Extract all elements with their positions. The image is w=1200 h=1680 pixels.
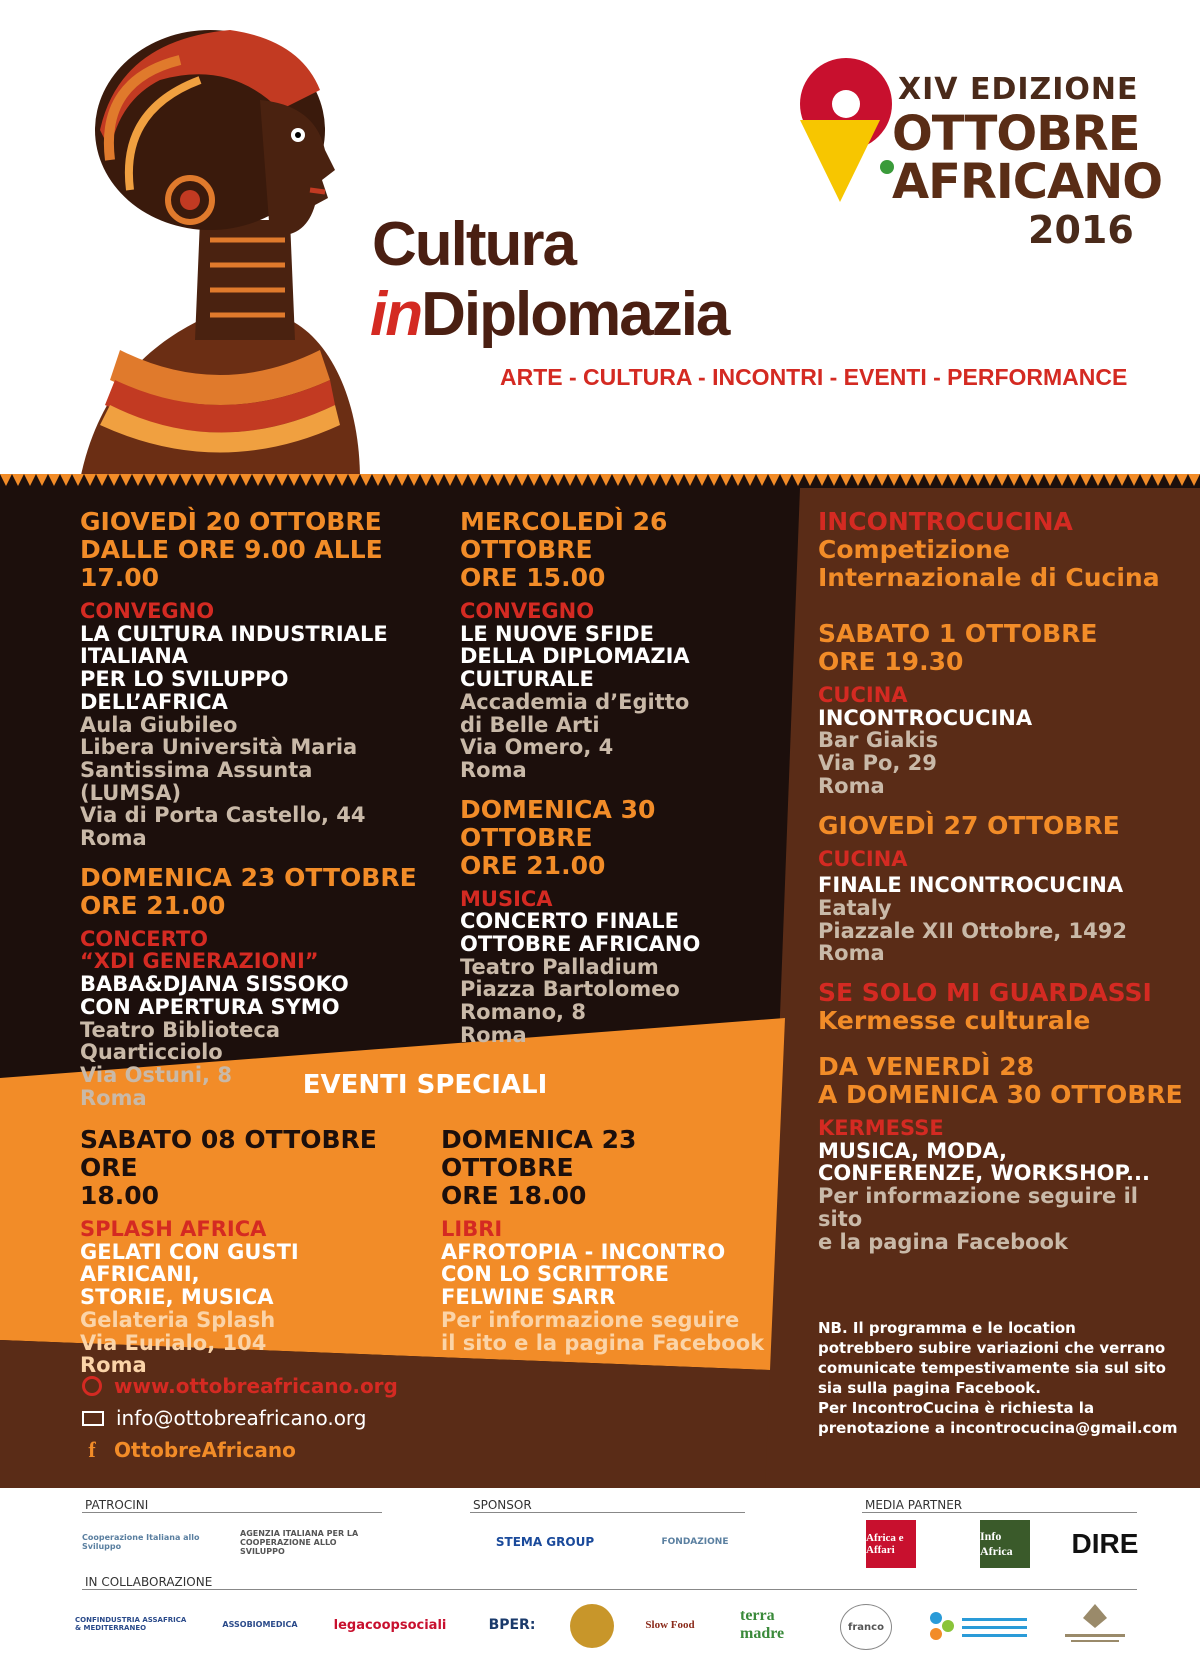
event-type: CONVEGNO: [460, 599, 595, 623]
event-place-line: Via Omero, 4: [460, 735, 614, 760]
section-sub: Competizione: [818, 535, 1010, 564]
event-place-line: Per informazione seguire il sito: [818, 1184, 1139, 1231]
title-in-diplomazia: [370, 282, 728, 348]
contact-web[interactable]: [82, 1370, 398, 1402]
logo-edition: XIV EDIZIONE: [898, 72, 1139, 107]
label-collaborazione: IN COLLABORAZIONE: [85, 1575, 213, 1589]
logo-cooperazione: Cooperazione Italiana allo Sviluppo: [82, 1533, 200, 1551]
event-title-line: CON APERTURA SYMO: [80, 994, 340, 1019]
nb-line: prenotazione a incontrocucina@gmail.com: [818, 1419, 1178, 1437]
logo-egyptian-academy: [1055, 1600, 1135, 1648]
event-time: DALLE ORE 9.00 ALLE 17.00: [80, 535, 383, 592]
event-place-line: il sito e la pagina Facebook: [441, 1330, 765, 1355]
event-place-line: Aula Giubileo: [80, 712, 238, 737]
event-title-line: BABA&DJANA SISSOKO: [80, 972, 349, 997]
event-date: DA VENERDÌ 28: [818, 1052, 1035, 1082]
logo-legacoop: legacoopsociali: [333, 1617, 447, 1633]
contact-web-text: www.ottobreafricano.org: [114, 1374, 398, 1398]
event-place-line: Roma: [818, 941, 885, 966]
event-title-line: INCONTROCUCINA: [818, 705, 1033, 730]
event-title-line: OTTOBRE AFRICANO: [460, 932, 701, 957]
logo-dire: DIRE: [1071, 1528, 1139, 1559]
envelope-icon: [82, 1411, 104, 1426]
event-type: LIBRI: [441, 1217, 503, 1241]
nb-line: comunicate tempestivamente sia sul sito: [818, 1359, 1166, 1377]
event-date: GIOVEDÌ 27 OTTOBRE: [818, 810, 1120, 840]
event-title-line: CON LO SCRITTORE: [441, 1262, 669, 1287]
event-place-line: Santissima Assunta (LUMSA): [80, 757, 313, 805]
event-type: MUSICA: [460, 886, 553, 911]
facebook-icon: f: [88, 1437, 96, 1462]
event-title-line: PER LO SVILUPPO DELL’AFRICA: [80, 667, 289, 714]
event-type: CONVEGNO: [80, 599, 215, 623]
event-title-line: AFROTOPIA - INCONTRO: [441, 1239, 726, 1264]
event-title-line: CULTURALE: [460, 667, 594, 692]
event-type: SPLASH AFRICA: [80, 1217, 267, 1241]
event-place-line: Roma: [80, 1085, 147, 1110]
event-title-line: DELLA DIPLOMAZIA: [460, 644, 690, 669]
event-place-line: Libera Università Maria: [80, 735, 358, 760]
event-type: CUCINA: [818, 683, 908, 707]
globe-icon: [82, 1376, 102, 1396]
event-type: CUCINA: [818, 846, 908, 871]
event-time: ORE 18.00: [441, 1181, 587, 1210]
section-sub: Kermesse culturale: [818, 1006, 1091, 1036]
african-woman-illustration: [60, 20, 390, 480]
nb-note: [818, 1318, 1188, 1438]
event-place-line: Accademia d’Egitto: [460, 689, 690, 714]
title-diplomazia: Diplomazia: [421, 280, 729, 349]
section-heading: INCONTROCUCINA: [818, 507, 1073, 536]
contact-email[interactable]: [82, 1402, 398, 1434]
event-time: ORE 19.30: [818, 647, 964, 676]
column-2: [460, 508, 790, 1047]
divider: [470, 1512, 745, 1513]
nb-line: sia sulla pagina Facebook.: [818, 1379, 1041, 1397]
logo-seal: [570, 1604, 614, 1648]
logo-aics: AGENZIA ITALIANA PER LA COOPERAZIONE ALLO SVILUPPO: [240, 1528, 359, 1556]
event-title-line: LE NUOVE SFIDE: [460, 621, 654, 646]
logo-africa-e-affari: Africa e Affari: [866, 1520, 916, 1568]
event-title-line: ITALIANA: [80, 644, 189, 669]
event-place-line: di Belle Arti: [460, 712, 600, 737]
header: [0, 0, 1200, 480]
event-type: CONCERTO: [80, 926, 208, 951]
event-place-line: Via di Porta Castello, 44: [80, 803, 366, 828]
nb-line: NB. Il programma e le location: [818, 1319, 1076, 1337]
event-place-line: Teatro Palladium: [460, 954, 659, 979]
event-place-line: Via Eurialo, 104: [80, 1330, 267, 1355]
event-title-line: MUSICA, MODA,: [818, 1138, 1008, 1163]
event-place-line: Per informazione seguire: [441, 1307, 740, 1332]
title-cultura: Cultura: [372, 210, 575, 279]
event-time: ORE 15.00: [460, 563, 606, 592]
event-place-line: Roma: [80, 1353, 147, 1378]
event-title-line: GELATI CON GUSTI AFRICANI,: [80, 1239, 299, 1287]
event-place-line: Via Po, 29: [818, 751, 937, 776]
event-place-line: Roma: [460, 757, 527, 782]
logo-bper: BPER:: [488, 1617, 536, 1633]
event-place-line: Via Ostuni, 8: [80, 1062, 232, 1087]
event-title-line: LA CULTURA INDUSTRIALE: [80, 621, 388, 646]
event-date: GIOVEDÌ 20 OTTOBRE: [80, 507, 382, 536]
nb-line: potrebbero subire variazioni che verrano: [818, 1339, 1166, 1357]
divider: [82, 1589, 1137, 1590]
event-title-line: FELWINE SARR: [441, 1285, 616, 1310]
event-time: ORE 21.00: [460, 850, 606, 880]
logo-year: 2016: [1028, 208, 1134, 252]
event-time: 18.00: [80, 1181, 160, 1210]
divider: [862, 1512, 1137, 1513]
event-date: SABATO 08 OTTOBRE ORE: [80, 1125, 377, 1182]
dots-icon: [922, 1606, 1032, 1646]
section-sub: Internazionale di Cucina: [818, 563, 1160, 592]
section-heading: SE SOLO MI GUARDASSI: [818, 978, 1152, 1008]
event-date: MERCOLEDÌ 26 OTTOBRE: [460, 507, 668, 564]
nb-line: Per IncontroCucina è richiesta la: [818, 1399, 1095, 1417]
logo-stema: STEMA GROUP: [495, 1535, 595, 1549]
event-date: SABATO 1 OTTOBRE: [818, 619, 1098, 648]
event-title-line: STORIE, MUSICA: [80, 1285, 274, 1310]
contact-email-text: info@ottobreafricano.org: [116, 1406, 367, 1430]
event-date: DOMENICA 23 OTTOBRE: [80, 862, 417, 892]
logo-confindustria: CONFINDUSTRIA ASSAFRICA & MEDITERRANEO: [75, 1616, 187, 1632]
contact-facebook[interactable]: [82, 1434, 398, 1466]
column-3: [818, 508, 1188, 1253]
event-title-line: CONCERTO FINALE: [460, 909, 680, 934]
event-title-line: FINALE INCONTROCUCINA: [818, 873, 1124, 898]
logo-ottobre: OTTOBRE: [892, 106, 1140, 162]
event-place-line: e la pagina Facebook: [818, 1229, 1068, 1254]
logo-africano: AFRICANO: [892, 154, 1163, 210]
special-events-heading: EVENTI SPECIALI: [302, 1070, 548, 1100]
event-time: A DOMENICA 30 OTTOBRE: [818, 1080, 1183, 1110]
tagline: ARTE - CULTURA - INCONTRI - EVENTI - PERFORMANCE: [500, 364, 1128, 390]
divider: [82, 1512, 382, 1513]
event-place-line: Gelateria Splash: [80, 1307, 276, 1332]
event-place-line: Roma: [818, 773, 885, 798]
column-1: [80, 508, 420, 1109]
title-in: in: [370, 280, 422, 349]
label-sponsor: SPONSOR: [473, 1498, 532, 1512]
event-place-line: Piazza Bartolomeo Romano, 8: [460, 977, 680, 1025]
logo-yellow-triangle: [800, 120, 880, 202]
event-date: DOMENICA 23 OTTOBRE: [441, 1125, 637, 1182]
contacts: [82, 1370, 398, 1466]
logo-franco: franco: [840, 1604, 892, 1650]
logo-info-africa: Info Africa: [980, 1520, 1030, 1568]
event-place-line: Roma: [80, 826, 147, 851]
event-place-line: Bar Giakis: [818, 728, 939, 753]
event-type: KERMESSE: [818, 1116, 944, 1141]
event-title-line: CONFERENZE, WORKSHOP...: [818, 1161, 1150, 1186]
event-place-line: Piazzale XII Ottobre, 1492: [818, 918, 1127, 943]
logo-slow-food: Slow Food: [645, 1619, 695, 1631]
logo-terra-madre: terra madre: [740, 1607, 785, 1642]
label-patrocini: PATROCINI: [85, 1498, 149, 1512]
logo-colorful-dots: [922, 1606, 1032, 1646]
label-media-partner: MEDIA PARTNER: [865, 1498, 963, 1512]
event-type: “XDI GENERAZIONI”: [80, 949, 319, 974]
event-place-line: Roma: [460, 1022, 527, 1047]
event-place-line: Teatro Biblioteca Quarticciolo: [80, 1017, 281, 1065]
event-time: ORE 21.00: [80, 890, 226, 920]
event-place-line: Eataly: [818, 895, 892, 920]
logo-assobiomedica: ASSOBIOMEDICA: [222, 1619, 298, 1629]
contact-facebook-text: OttobreAfricano: [114, 1438, 296, 1462]
logo-fondazione: FONDAZIONE: [661, 1537, 729, 1547]
special-event-1: [80, 1126, 420, 1377]
emblem-icon: [1055, 1600, 1135, 1648]
event-date: DOMENICA 30 OTTOBRE: [460, 794, 656, 852]
special-event-2: [441, 1126, 771, 1354]
